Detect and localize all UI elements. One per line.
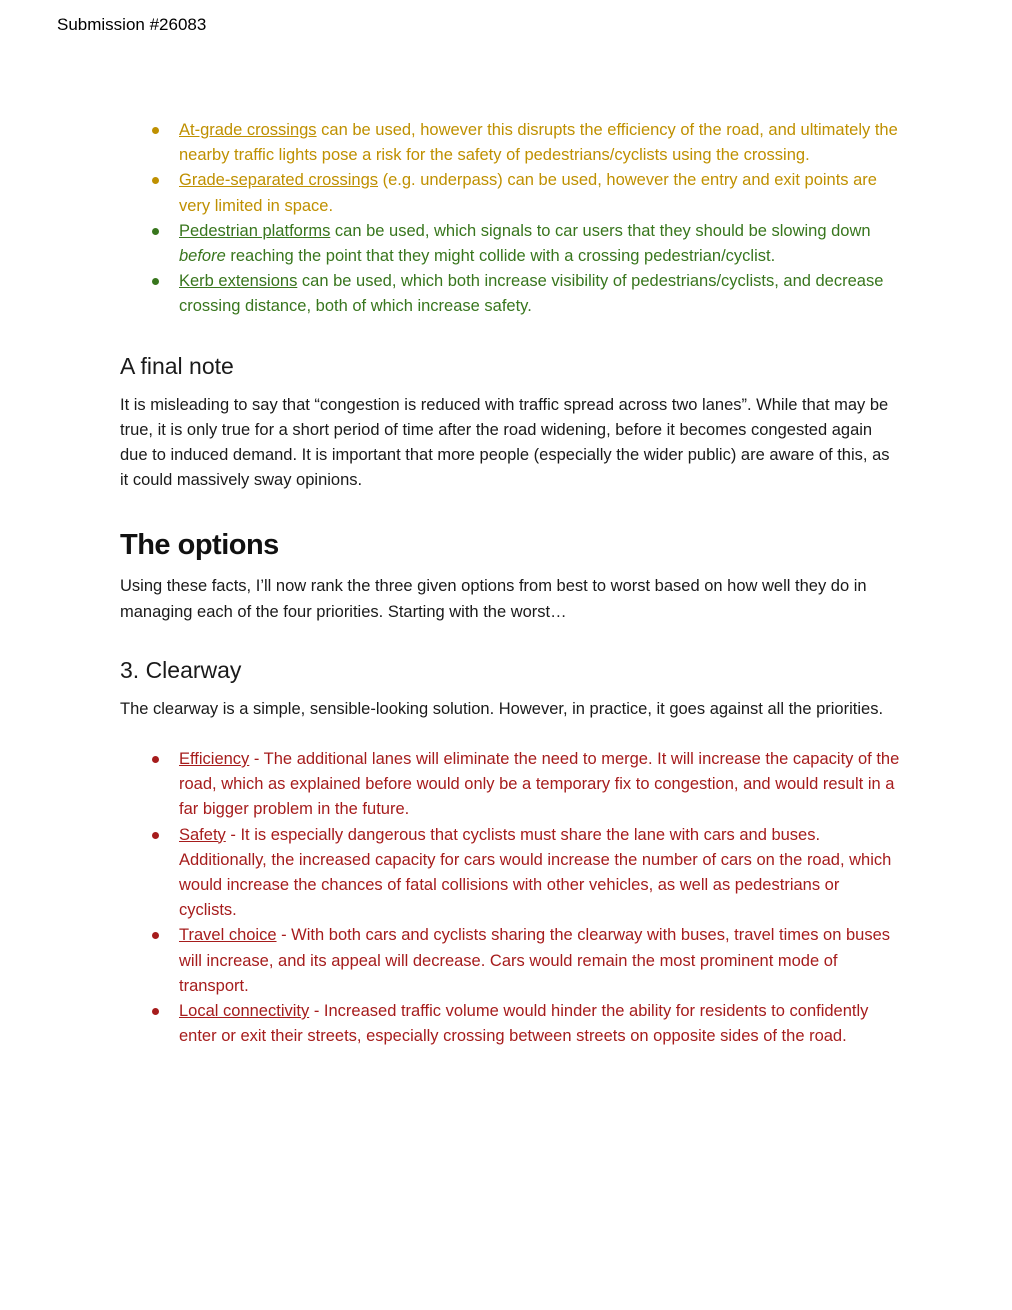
bullet-icon xyxy=(152,932,159,939)
list-item-text: (e.g. underpass) can be used, however the entry and exit points are very limited in space. xyxy=(179,171,877,215)
bullet-icon xyxy=(152,228,159,235)
bullet-icon xyxy=(152,127,159,134)
bullet-icon xyxy=(152,832,159,839)
bullet-icon xyxy=(152,278,159,285)
list-item-text: can be used, which signals to car users that they should be slowing down xyxy=(330,221,871,240)
crossing-options-list xyxy=(120,118,900,320)
submission-number: Submission #26083 xyxy=(57,15,207,34)
final-note-paragraph: It is misleading to say that “congestion is reduced with traffic spread across two lanes”. While that may be true, it is only true for a short period of time after the road widening, before it becomes congested again due to induced demand. It is important that more people (especially the wider public) are aware of this, as it could massively sway opinions. xyxy=(120,395,890,490)
clearway-paragraph: The clearway is a simple, sensible-looking solution. However, in practice, it goes against all the priorities. xyxy=(120,699,884,718)
list-item-text: - It is especially dangerous that cyclists must share the lane with cars and buses. Additionally, the increased capacity for cars would increase the number of cars on the road, which would increase the chances of fatal collisions with other vehicles, as well as pedestrians or cyclists. xyxy=(179,825,892,920)
priority-link-safety[interactable]: Safety xyxy=(179,825,226,844)
list-item-text: - The additional lanes will eliminate the need to merge. It will increase the capacity of the road, which as explained before would only be a temporary fix to congestion, and would result in a far bigger problem in the future. xyxy=(179,750,900,819)
crossing-link-kerb-extensions[interactable]: Kerb extensions xyxy=(179,272,298,291)
list-item xyxy=(120,823,900,924)
list-item xyxy=(120,219,900,269)
priority-link-local-connectivity[interactable]: Local connectivity xyxy=(179,1002,310,1021)
clearway-heading: 3. Clearway xyxy=(120,656,242,683)
priority-link-travel-choice[interactable]: Travel choice xyxy=(179,926,277,945)
bullet-icon xyxy=(152,756,159,763)
list-item-text: can be used, which both increase visibility of pedestrians/cyclists, and decrease crossing distance, both of which increase safety. xyxy=(179,272,884,316)
final-note-heading: A final note xyxy=(120,352,234,379)
priority-link-efficiency[interactable]: Efficiency xyxy=(179,750,250,769)
list-item xyxy=(120,269,900,319)
bullet-icon xyxy=(152,1008,159,1015)
list-item-text: can be used, however this disrupts the efficiency of the road, and ultimately the nearby traffic lights pose a risk for the safety of pedestrians/cyclists using the crossing. xyxy=(179,121,898,165)
crossing-link-pedestrian-platforms[interactable]: Pedestrian platforms xyxy=(179,221,331,240)
options-paragraph: Using these facts, I’ll now rank the three given options from best to worst based on how well they do in managing each of the four priorities. Starting with the worst… xyxy=(120,577,867,621)
clearway-priorities-list xyxy=(120,747,900,1049)
emphasis-text: before xyxy=(179,247,226,266)
document-content xyxy=(120,118,900,1049)
list-item xyxy=(120,747,900,823)
list-item xyxy=(120,118,900,168)
list-item xyxy=(120,168,900,218)
bullet-icon xyxy=(152,177,159,184)
crossing-link-at-grade[interactable]: At-grade crossings xyxy=(179,121,317,139)
crossing-link-grade-separated[interactable]: Grade-separated crossings xyxy=(179,171,379,190)
list-item-text: reaching the point that they might collide with a crossing pedestrian/cyclist. xyxy=(225,247,776,266)
options-heading: The options xyxy=(120,529,279,562)
list-item-text: - Increased traffic volume would hinder the ability for residents to confidently enter or exit their streets, especially crossing between streets on opposite sides of the road. xyxy=(179,1002,869,1046)
list-item xyxy=(120,999,900,1049)
list-item xyxy=(120,923,900,999)
list-item-text: - With both cars and cyclists sharing the clearway with buses, travel times on buses will increase, and its appeal will decrease. Cars would remain the most prominent mode of transport. xyxy=(179,926,891,995)
